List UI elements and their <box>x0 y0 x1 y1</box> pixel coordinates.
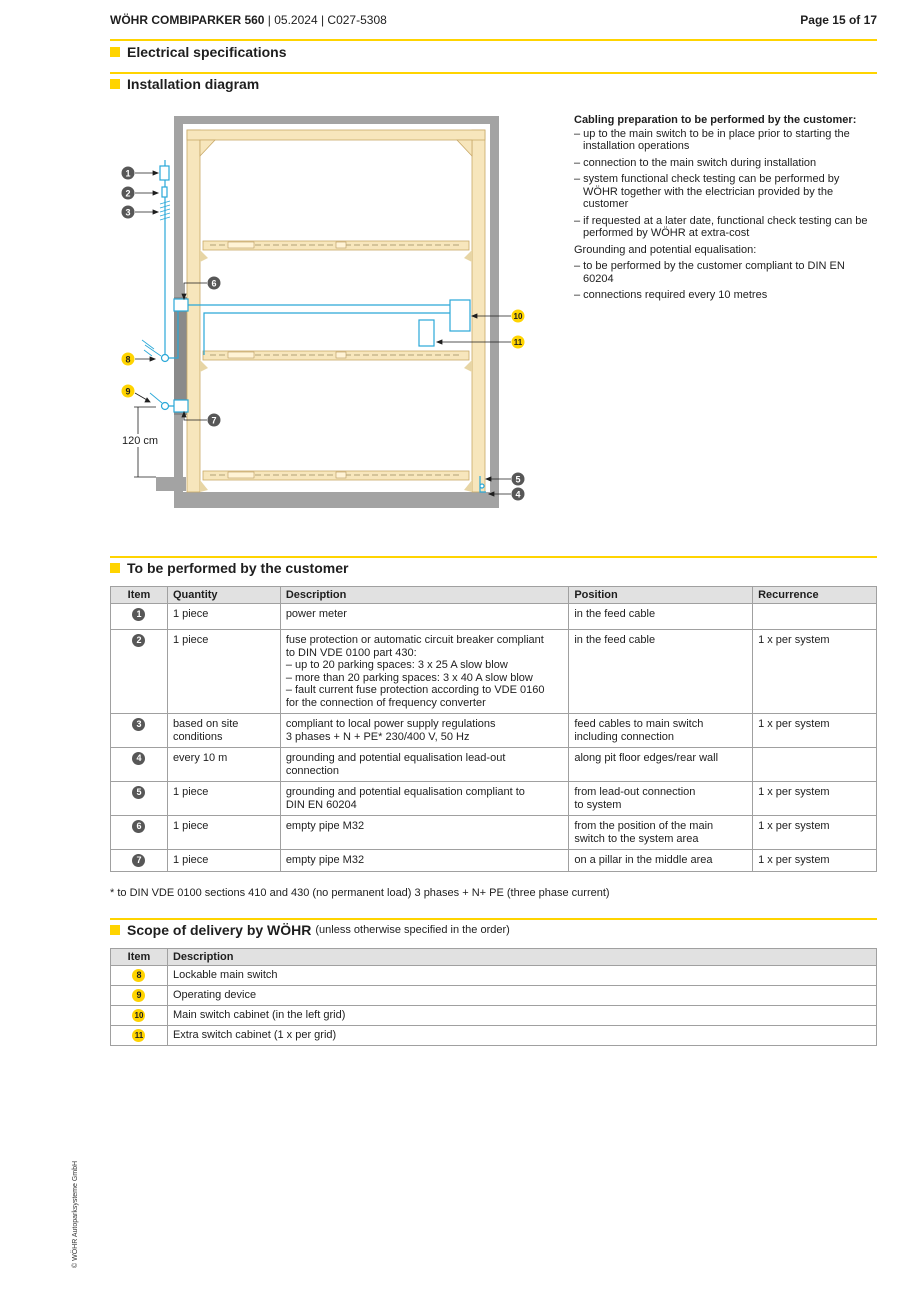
quantity-cell: 1 piece <box>167 630 280 714</box>
quantity-cell: 1 piece <box>167 816 280 850</box>
svg-text:3: 3 <box>125 207 131 218</box>
section-installation <box>110 76 259 92</box>
cabling-title: Cabling preparation to be performed by the customer: <box>574 114 857 126</box>
recurrence-cell <box>753 748 877 782</box>
fuse-symbol <box>162 187 167 197</box>
section-electrical <box>110 44 287 60</box>
description-cell: empty pipe M32 <box>280 850 569 872</box>
description-cell: grounding and potential equalisation lead-out connection <box>280 748 569 782</box>
section-subtitle: (unless otherwise specified in the order) <box>315 924 510 936</box>
position-cell: in the feed cable <box>569 604 753 630</box>
marker-3 <box>122 206 135 219</box>
description-cell: Extra switch cabinet (1 x per grid) <box>167 1026 876 1046</box>
quantity-cell: based on site conditions <box>167 714 280 748</box>
recurrence-cell <box>753 604 877 630</box>
grounding-item: – to be performed by the customer compliant to DIN EN 60204 <box>574 260 845 285</box>
svg-text:7: 7 <box>211 415 217 426</box>
svg-text:4: 4 <box>515 489 521 500</box>
customer-table <box>110 586 877 872</box>
main-switch-cabinet <box>450 300 470 331</box>
recurrence-cell: 1 x per system <box>753 782 877 816</box>
description-cell: power meter <box>280 604 569 630</box>
marker-6 <box>208 277 221 290</box>
item-cell <box>111 986 168 1006</box>
main-switch-symbol <box>162 355 169 362</box>
item-cell <box>111 604 168 630</box>
svg-text:1: 1 <box>125 168 131 179</box>
svg-text:6: 6 <box>211 278 217 289</box>
item-badge: 2 <box>132 634 145 647</box>
section-title: Electrical specifications <box>127 44 287 60</box>
svg-text:10: 10 <box>513 312 523 321</box>
marker-5 <box>512 473 525 486</box>
position-cell: on a pillar in the middle area <box>569 850 753 872</box>
table-row <box>111 1026 877 1046</box>
table-row <box>111 604 877 630</box>
product-name: WÖHR COMBIPARKER 560 <box>110 13 265 27</box>
position-cell: from the position of the main switch to the system area <box>569 816 753 850</box>
divider <box>110 39 877 41</box>
table-row <box>111 986 877 1006</box>
column-header: Item <box>111 949 168 966</box>
item-cell <box>111 1026 168 1046</box>
cabling-item: – connection to the main switch during installation <box>574 156 817 169</box>
table-header-row <box>111 949 877 966</box>
cabling-notes <box>574 114 874 306</box>
quantity-cell: 1 piece <box>167 782 280 816</box>
item-cell <box>111 850 168 872</box>
bullet-square <box>110 79 120 89</box>
marker-9 <box>122 385 135 398</box>
table-header-row <box>111 587 877 604</box>
divider <box>110 556 877 558</box>
item-cell <box>111 748 168 782</box>
section-title: To be performed by the customer <box>127 560 349 576</box>
section-title: Scope of delivery by WÖHR <box>127 922 312 938</box>
table-row <box>111 714 877 748</box>
column-header: Quantity <box>167 587 280 604</box>
bullet-square <box>110 925 120 935</box>
item-badge: 6 <box>132 820 145 833</box>
item-cell <box>111 966 168 986</box>
item-badge: 8 <box>132 969 145 982</box>
document-meta: | 05.2024 | C027-5308 <box>264 13 387 27</box>
recurrence-cell: 1 x per system <box>753 850 877 872</box>
grounding-title: Grounding and potential equalisation: <box>574 243 757 256</box>
table-row <box>111 748 877 782</box>
bullet-square <box>110 563 120 573</box>
item-badge: 1 <box>132 608 145 621</box>
item-badge: 4 <box>132 752 145 765</box>
copyright: © WÖHR Autoparksysteme GmbH <box>72 1160 79 1268</box>
quantity-cell: every 10 m <box>167 748 280 782</box>
cabling-item: – system functional check testing can be performed by WÖHR together with the electrician provided by the customer <box>574 173 840 210</box>
pipe-entry <box>174 299 188 311</box>
item-badge: 11 <box>132 1029 145 1042</box>
scope-table <box>110 948 877 1046</box>
position-cell: in the feed cable <box>569 630 753 714</box>
column-header: Position <box>569 587 753 604</box>
quantity-cell: 1 piece <box>167 604 280 630</box>
section-scope <box>110 922 510 938</box>
extra-switch-cabinet <box>419 320 434 346</box>
recurrence-cell: 1 x per system <box>753 630 877 714</box>
recurrence-cell: 1 x per system <box>753 714 877 748</box>
pit-interior <box>183 124 490 492</box>
position-cell: along pit floor edges/rear wall <box>569 748 753 782</box>
description-cell: fuse protection or automatic circuit breaker compliant to DIN VDE 0100 part 430: – up to 20 parking spaces: 3 x 25 A slow blow – more than 20 parking spaces: 3 x 40 A slow blow – fault current fuse protection according to VDE 0160 for the connection of frequency converter <box>280 630 569 714</box>
marker-7 <box>208 414 221 427</box>
marker-1 <box>122 167 135 180</box>
table-row <box>111 782 877 816</box>
section-title: Installation diagram <box>127 76 260 92</box>
power-meter-symbol <box>160 166 169 180</box>
svg-text:5: 5 <box>515 474 521 485</box>
marker-2 <box>122 187 135 200</box>
item-badge: 5 <box>132 786 145 799</box>
item-badge: 9 <box>132 989 145 1002</box>
item-cell <box>111 714 168 748</box>
item-badge: 10 <box>132 1009 145 1022</box>
grounding-item: – connections required every 10 metres <box>574 289 768 301</box>
table-row <box>111 850 877 872</box>
divider <box>110 72 877 74</box>
cabling-item: – if requested at a later date, functional check testing can be performed by WÖHR at extra-cost <box>574 214 868 239</box>
bullet-square <box>110 47 120 57</box>
column-header: Recurrence <box>753 587 877 604</box>
position-cell: from lead-out connection to system <box>569 782 753 816</box>
dimension-label: 120 cm <box>121 435 159 447</box>
svg-text:11: 11 <box>513 338 523 347</box>
description-cell: grounding and potential equalisation compliant to DIN EN 60204 <box>280 782 569 816</box>
item-cell <box>111 1006 168 1026</box>
entrance-step <box>156 477 186 491</box>
table-row <box>111 816 877 850</box>
recurrence-cell: 1 x per system <box>753 816 877 850</box>
description-cell: compliant to local power supply regulations 3 phases + N + PE* 230/400 V, 50 Hz <box>280 714 569 748</box>
table-row <box>111 630 877 714</box>
column-header: Item <box>111 587 168 604</box>
marker-10 <box>512 310 525 323</box>
quantity-cell: 1 piece <box>167 850 280 872</box>
marker-8 <box>122 353 135 366</box>
description-cell: Operating device <box>167 986 876 1006</box>
installation-diagram <box>100 110 540 520</box>
footnote: * to DIN VDE 0100 sections 410 and 430 (no permanent load) 3 phases + N+ PE (three phase current) <box>110 887 610 899</box>
item-badge: 7 <box>132 854 145 867</box>
table-row <box>111 1006 877 1026</box>
position-cell: feed cables to main switch including connection <box>569 714 753 748</box>
item-badge: 3 <box>132 718 145 731</box>
document-header <box>110 13 387 27</box>
description-cell: empty pipe M32 <box>280 816 569 850</box>
svg-text:9: 9 <box>125 386 131 397</box>
divider <box>110 918 877 920</box>
item-cell <box>111 782 168 816</box>
item-cell <box>111 816 168 850</box>
page-number: Page 15 of 17 <box>800 13 877 27</box>
svg-text:2: 2 <box>125 188 131 199</box>
column-header: Description <box>167 949 876 966</box>
operating-device-symbol <box>162 403 169 410</box>
section-customer <box>110 560 348 576</box>
description-cell: Main switch cabinet (in the left grid) <box>167 1006 876 1026</box>
svg-text:8: 8 <box>125 354 131 365</box>
cabling-item: – up to the main switch to be in place prior to starting the installation operations <box>574 127 850 152</box>
column-header: Description <box>280 587 569 604</box>
marker-11 <box>512 336 525 349</box>
item-cell <box>111 630 168 714</box>
table-row <box>111 966 877 986</box>
pillar <box>174 297 188 415</box>
description-cell: Lockable main switch <box>167 966 876 986</box>
marker-4 <box>512 488 525 501</box>
